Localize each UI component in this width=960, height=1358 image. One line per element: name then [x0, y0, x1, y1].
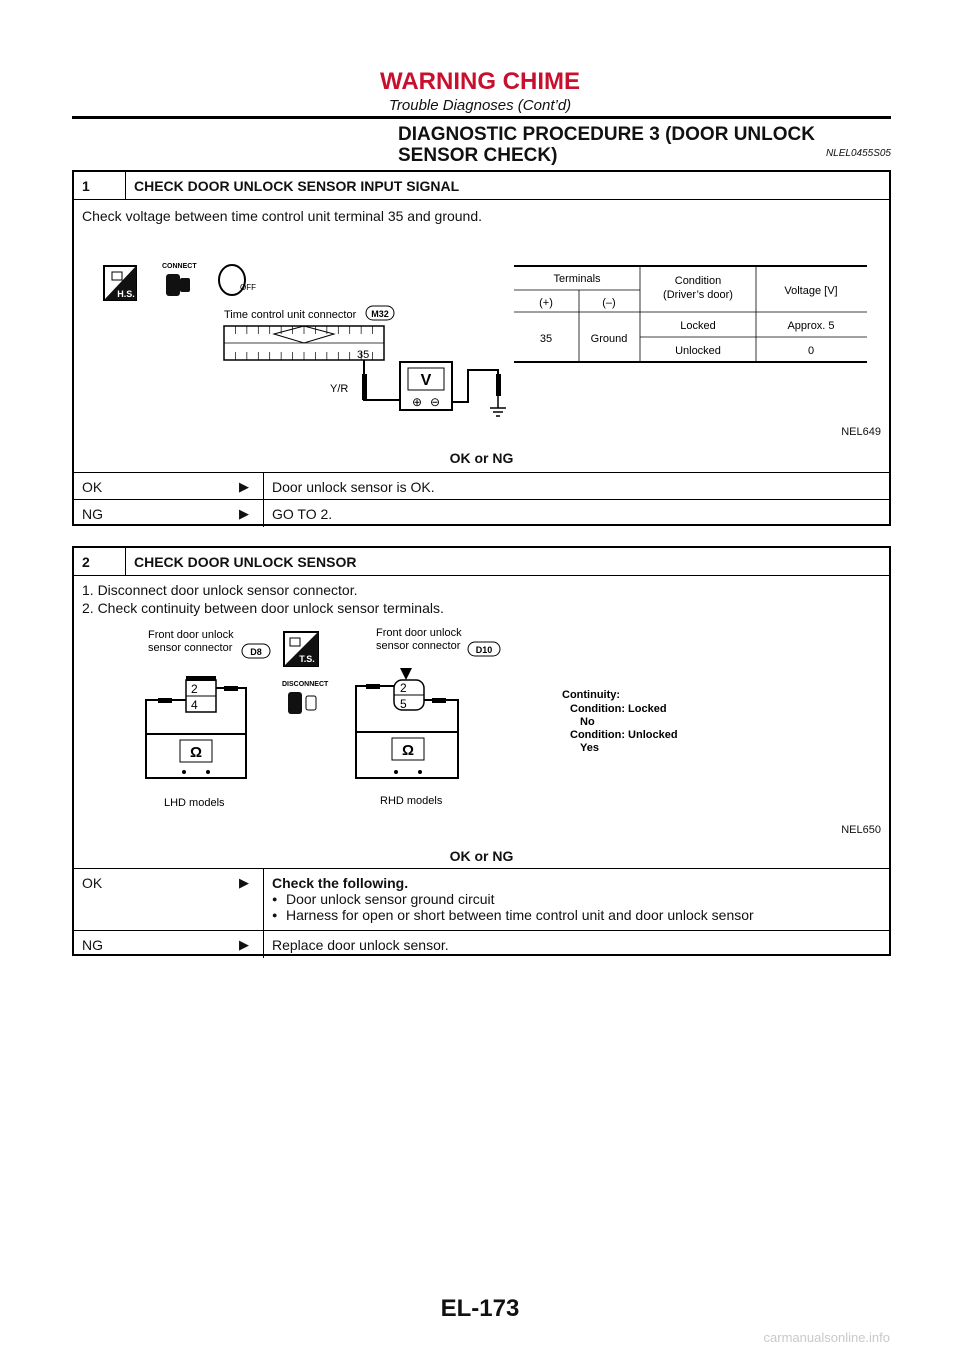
- disconnect-icon: [282, 681, 329, 714]
- result-row-ng: [74, 930, 889, 958]
- continuity-line: Condition: Locked: [570, 703, 667, 715]
- table-cell-minus: Ground: [590, 333, 628, 345]
- step-1-instruction: Check voltage between time control unit terminal 35 and ground.: [82, 208, 483, 224]
- result-text: GO TO 2.: [272, 506, 333, 522]
- arrow-icon: ▶: [239, 937, 249, 952]
- result-text: Replace door unlock sensor.: [272, 937, 449, 953]
- svg-text:⊖: ⊖: [430, 395, 441, 409]
- check-item: ● Harness for open or short between time control unit and door unlock sensor: [272, 907, 754, 923]
- meter-label: Ω: [189, 744, 203, 761]
- table-header-terminals: Terminals: [553, 273, 601, 285]
- header-rule: [72, 116, 891, 119]
- table-subheader-plus: (+): [539, 297, 553, 309]
- figure-code: NEL649: [841, 426, 881, 438]
- step-1-header: [74, 172, 889, 200]
- step-2-number: 2: [74, 548, 126, 575]
- connector-label: Time control unit connector: [224, 309, 357, 321]
- svg-text:⊕: ⊕: [412, 395, 423, 409]
- connector-id-badge: [366, 306, 394, 320]
- ok-or-ng-label: OK or NG: [449, 848, 514, 864]
- result-label-text: OK: [82, 479, 103, 495]
- rhd-terminal: 2: [400, 681, 407, 695]
- result-row-ng: [74, 499, 889, 527]
- terminal-number: 35: [357, 349, 370, 361]
- table-subheader-minus: (–): [602, 297, 616, 309]
- step-1-box: [72, 170, 891, 526]
- rhd-connector-id: D10: [475, 645, 493, 655]
- voltage-spec-table: [514, 266, 867, 362]
- result-label: [74, 931, 264, 958]
- lhd-ohmmeter-icon: [146, 734, 246, 778]
- disconnect-icon-label: DISCONNECT: [282, 681, 329, 688]
- connect-icon-label: CONNECT: [162, 263, 197, 270]
- rhd-connector-label: sensor connector: [376, 640, 461, 652]
- step-2-instruction: 1. Disconnect door unlock sensor connector.: [82, 582, 358, 598]
- arrow-icon: ▶: [239, 875, 249, 890]
- lhd-terminal: 4: [191, 698, 198, 712]
- ignition-off-icon: [219, 265, 256, 295]
- table-cell-voltage: Approx. 5: [787, 320, 835, 332]
- result-text: Door unlock sensor is OK.: [272, 479, 435, 495]
- lhd-connector-id: D8: [250, 647, 262, 657]
- hs-icon-label: H.S.: [117, 289, 135, 299]
- continuity-line: No: [580, 716, 595, 728]
- ground-symbol: [490, 396, 506, 416]
- table-header-voltage: Voltage [V]: [784, 285, 838, 297]
- meter-label: V: [420, 372, 432, 389]
- table-cell-condition: Locked: [680, 320, 716, 332]
- arrow-icon: ▶: [239, 479, 249, 494]
- step-1-diagram: [74, 234, 889, 434]
- hs-icon: [104, 266, 136, 300]
- watermark: carmanualsonline.info: [763, 1330, 890, 1345]
- result-label: [74, 869, 264, 930]
- step-1-number: 1: [74, 172, 126, 199]
- rhd-ohmmeter-icon: [356, 732, 458, 778]
- check-item: ● Door unlock sensor ground circuit: [272, 891, 754, 907]
- arrow-icon: ▶: [239, 506, 249, 521]
- lhd-connector-badge: [242, 644, 270, 658]
- connector-id: M32: [371, 309, 389, 319]
- step-1-results: [74, 473, 889, 527]
- off-icon-label: OFF: [240, 283, 256, 292]
- result-label: [74, 473, 264, 499]
- result-label: [74, 500, 264, 527]
- meter-label: Ω: [401, 742, 415, 759]
- ts-icon: [284, 632, 318, 666]
- wire-color-label: Y/R: [330, 383, 349, 395]
- continuity-line: Condition: Unlocked: [570, 729, 678, 741]
- continuity-line: Yes: [580, 742, 599, 754]
- section-code: NLEL0455S05: [825, 148, 891, 159]
- continuity-spec: [562, 689, 678, 754]
- lhd-connector-label: Front door unlock: [148, 629, 234, 641]
- step-2-body: [74, 576, 889, 869]
- lhd-terminal: 2: [191, 682, 198, 696]
- step-1-body: [74, 200, 889, 473]
- step-2-results: [74, 869, 889, 958]
- rhd-connector-badge: [468, 642, 500, 656]
- ts-icon-label: T.S.: [299, 654, 315, 664]
- lhd-connector-label: sensor connector: [148, 642, 233, 654]
- rhd-terminal: 5: [400, 697, 407, 711]
- lhd-models-label: LHD models: [164, 797, 225, 809]
- voltmeter-icon: [400, 362, 452, 410]
- ok-or-ng-label: OK or NG: [449, 450, 514, 466]
- step-2-instruction: 2. Check continuity between door unlock sensor terminals.: [82, 600, 444, 616]
- table-cell-condition: Unlocked: [675, 345, 721, 357]
- result-row-ok: [74, 473, 889, 499]
- result-label-text: NG: [82, 506, 103, 522]
- table-cell-plus: 35: [539, 333, 553, 345]
- rhd-connector-label: Front door unlock: [376, 627, 462, 639]
- table-header-condition: Condition: [674, 275, 722, 287]
- step-2-header: [74, 548, 889, 576]
- result-row-ok: [74, 869, 889, 930]
- table-cell-voltage: 0: [807, 345, 815, 357]
- step-2-title: CHECK DOOR UNLOCK SENSOR: [134, 554, 357, 570]
- result-label-text: OK: [82, 875, 103, 891]
- result-label-text: NG: [82, 937, 103, 953]
- result-text: [264, 869, 762, 930]
- step-2-box: [72, 546, 891, 956]
- step-2-diagram: [74, 624, 889, 834]
- section-title: DIAGNOSTIC PROCEDURE 3 (DOOR UNLOCK SENSOR CHECK): [398, 124, 815, 166]
- connect-icon: [162, 263, 197, 296]
- table-header-condition-sub: (Driver’s door): [663, 289, 733, 301]
- page-header-title: WARNING CHIME: [380, 68, 580, 95]
- ok-check-title: Check the following.: [272, 875, 409, 891]
- page-header-subtitle: Trouble Diagnoses (Cont’d): [388, 97, 572, 114]
- continuity-line: Continuity:: [562, 689, 621, 701]
- step-1-title: CHECK DOOR UNLOCK SENSOR INPUT SIGNAL: [134, 178, 460, 194]
- figure-code: NEL650: [841, 824, 881, 836]
- lhd-sensor-connector: [186, 676, 216, 712]
- page-number: EL-173: [440, 1295, 520, 1322]
- rhd-models-label: RHD models: [380, 795, 443, 807]
- rhd-sensor-connector: [394, 668, 424, 711]
